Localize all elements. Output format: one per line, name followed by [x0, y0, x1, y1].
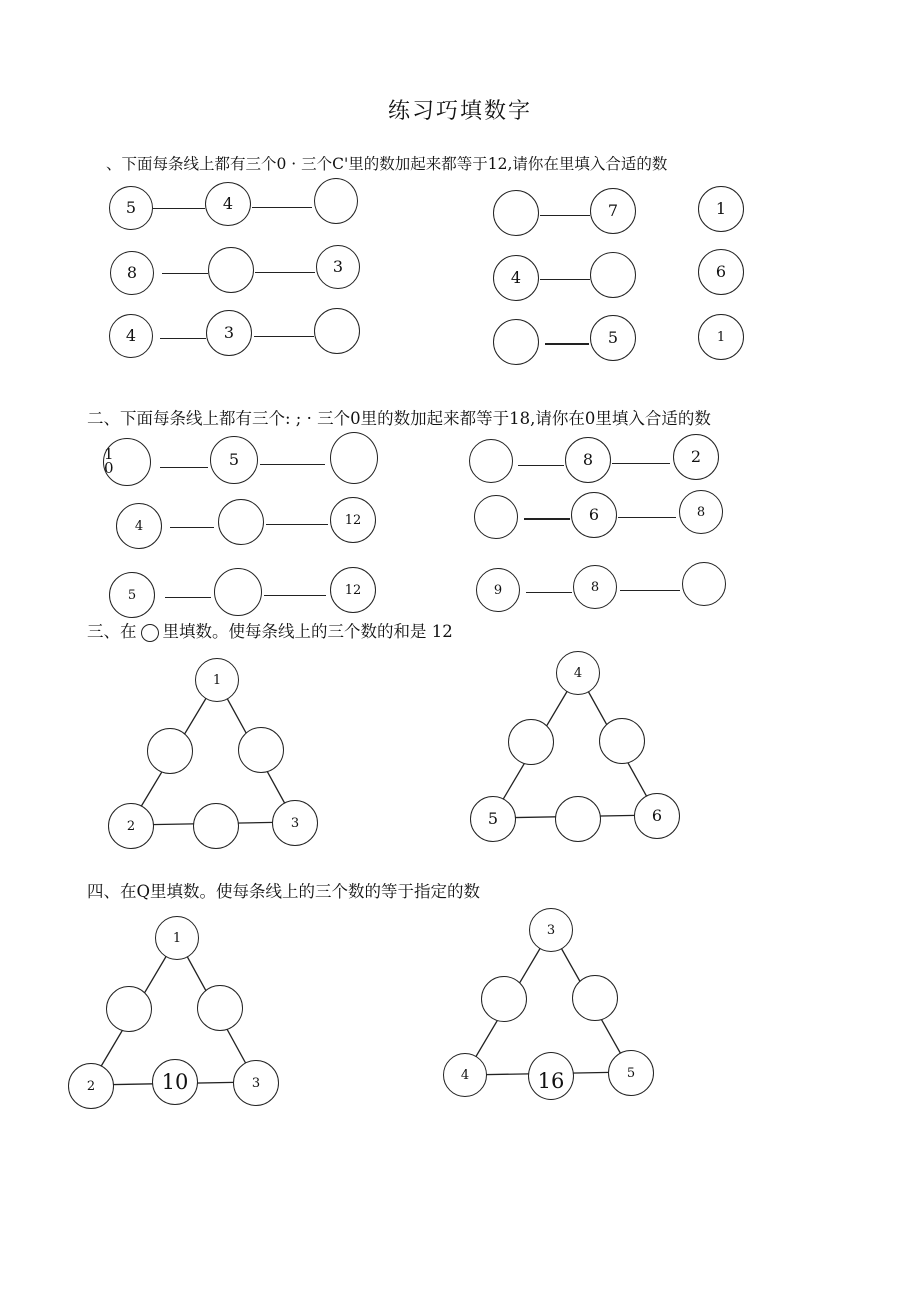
triangle-vertex-circle: 4	[443, 1053, 487, 1097]
number-circle: 1	[698, 314, 744, 360]
triangle-vertex-circle: 2	[68, 1063, 114, 1109]
section1-heading: 、下面每条线上都有三个0 · 三个C'里的数加起来都等于12,请你在里填入合适的数	[106, 155, 668, 173]
number-circle: 1	[698, 186, 744, 232]
blank-answer-circle[interactable]	[197, 985, 243, 1031]
number-circle: 9	[476, 568, 520, 612]
blank-answer-circle[interactable]	[555, 796, 601, 842]
number-circle: 5	[109, 186, 153, 230]
triangle-vertex-circle: 5	[470, 796, 516, 842]
number-circle: 8	[565, 437, 611, 483]
number-circle: 5	[210, 436, 258, 484]
triangle-vertex-circle: 3	[529, 908, 573, 952]
page-title: 练习巧填数字	[387, 99, 532, 124]
section2-heading: 二、下面每条线上都有三个: ; · 三个0里的数加起来都等于18,请你在0里填入合适的数	[87, 409, 711, 428]
number-circle: 8	[573, 565, 617, 609]
number-circle: 12	[330, 497, 376, 543]
triangle-vertex-circle: 1	[155, 916, 199, 960]
blank-answer-circle[interactable]	[147, 728, 193, 774]
number-circle: 4	[109, 314, 153, 358]
triangle-vertex-circle: 3	[233, 1060, 279, 1106]
triangle-vertex-circle: 2	[108, 803, 154, 849]
number-circle: 4	[205, 182, 251, 226]
number-circle: 8	[110, 251, 154, 295]
number-circle: 6	[698, 249, 744, 295]
number-circle: 3	[316, 245, 360, 289]
number-circle: 3	[206, 310, 252, 356]
section3-heading-prefix: 三、在	[87, 622, 137, 641]
triangle-vertex-circle: 3	[272, 800, 318, 846]
blank-answer-circle[interactable]	[599, 718, 645, 764]
number-circle: 4	[493, 255, 539, 301]
number-circle: 2	[673, 434, 719, 480]
target-sum-circle: 10	[152, 1059, 198, 1105]
target-sum-circle: 16	[528, 1052, 574, 1100]
number-circle: 8	[679, 490, 723, 534]
triangle-vertex-circle: 5	[608, 1050, 654, 1096]
triangle-vertex-circle: 6	[634, 793, 680, 839]
blank-answer-circle[interactable]	[238, 727, 284, 773]
blank-answer-circle[interactable]	[508, 719, 554, 765]
number-circle: 6	[571, 492, 617, 538]
section3-heading-suffix: 里填数。使每条线上的三个数的和是 12	[162, 622, 453, 641]
number-circle: 1 0	[103, 438, 151, 486]
triangle-vertex-circle: 4	[556, 651, 600, 695]
number-circle: 5	[109, 572, 155, 618]
blank-answer-circle[interactable]	[106, 986, 152, 1032]
number-circle: 5	[590, 315, 636, 361]
blank-answer-circle[interactable]	[481, 976, 527, 1022]
number-circle: 7	[590, 188, 636, 234]
blank-answer-circle[interactable]	[193, 803, 239, 849]
section4-heading: 四、在Q里填数。使每条线上的三个数的等于指定的数	[87, 882, 481, 901]
blank-answer-circle[interactable]	[572, 975, 618, 1021]
number-circle: 4	[116, 503, 162, 549]
number-circle: 12	[330, 567, 376, 613]
triangle-vertex-circle: 1	[195, 658, 239, 702]
